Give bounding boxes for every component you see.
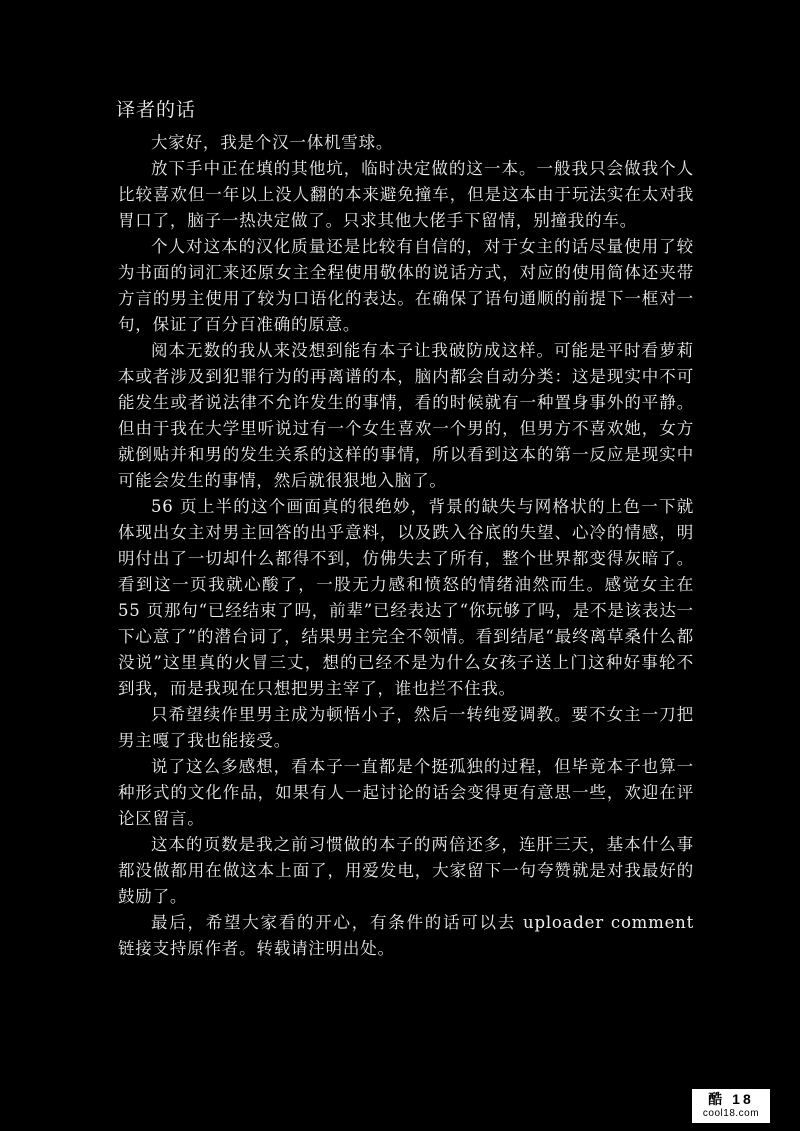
paragraph-effort: 这本的页数是我之前习惯做的本子的两倍还多，连肝三天，基本什么事都没做都用在做这本上面了，用爱发电，大家留下一句夸赞就是对我最好的鼓励了。: [118, 835, 694, 906]
paragraph-greeting: 大家好，我是个汉一体机雪球。: [151, 133, 394, 152]
paragraph-closing: 最后，希望大家看的开心，有条件的话可以去 uploader comment 链接支持原作者。转载请注明出处。: [118, 913, 694, 958]
paragraph-sequel-wish: 只希望续作里男主成为顿悟小子，然后一转纯爱调教。要不女主一刀把男主嘎了我也能接受。: [118, 705, 694, 750]
paragraph-page-56: 56 页上半的这个画面真的很绝妙，背景的缺失与网格状的上色一下就体现出女主对男主回答的出乎意料，以及跌入谷底的失望、心冷的情感，明明付出了一切却什么都得不到，仿佛失去了所有，整个世界都变得灰暗了。看到这一页我就心酸了，一股无力感和愤怒的情绪油然而生。感觉女主在 55 页那句“已经结束了吗，前辈”已经表达了“你玩够了吗，是不是该表达一下心意了”的潜台词了，结果男主完全不领情。看到结尾“最终离草桑什么都没说”这里真的火冒三丈，想的已经不是为什么女孩子送上门这种好事轮不到我，而是我现在只想把男主宰了，谁也拦不住我。: [118, 497, 694, 698]
paragraph-reason: 放下手中正在填的其他坑，临时决定做的这一本。一般我只会做我个人比较喜欢但一年以上没人翻的本来避免撞车，但是这本由于玩法实在太对我胃口了，脑子一热决定做了。只求其他大佬手下留情，别撞我的车。: [118, 159, 694, 230]
paragraph-quality: 个人对这本的汉化质量还是比较有自信的，对于女主的话尽量使用了较为书面的词汇来还原女主全程使用敬体的说话方式，对应的使用简体还夹带方言的男主使用了较为口语化的表达。在确保了语句通顺的前提下一框对一句，保证了百分百准确的原意。: [118, 237, 694, 334]
watermark-line-1: 酷 18: [708, 1091, 754, 1107]
paragraph-impression: 阅本无数的我从来没想到能有本子让我破防成这样。可能是平时看萝莉本或者涉及到犯罪行为的再离谱的本，脑内都会自动分类：这是现实中不可能发生或者说法律不允许发生的事情，看的时候就有一种置身事外的平静。但由于我在大学里听说过有一个女生喜欢一个男的，但男方不喜欢她，女方就倒贴并和男的发生关系的这样的事情，所以看到这本的第一反应是现实中可能会发生的事情，然后就很狠地入脑了。: [118, 341, 694, 490]
watermark-line-2: cool18.com: [702, 1108, 760, 1119]
paragraph-discussion: 说了这么多感想，看本子一直都是个挺孤独的过程，但毕竟本子也算一种形式的文化作品，如果有人一起讨论的话会变得更有意思一些，欢迎在评论区留言。: [118, 757, 694, 828]
page-title: 译者的话: [116, 99, 197, 121]
translator-notes-body: [118, 130, 694, 962]
site-watermark: [692, 1089, 770, 1123]
